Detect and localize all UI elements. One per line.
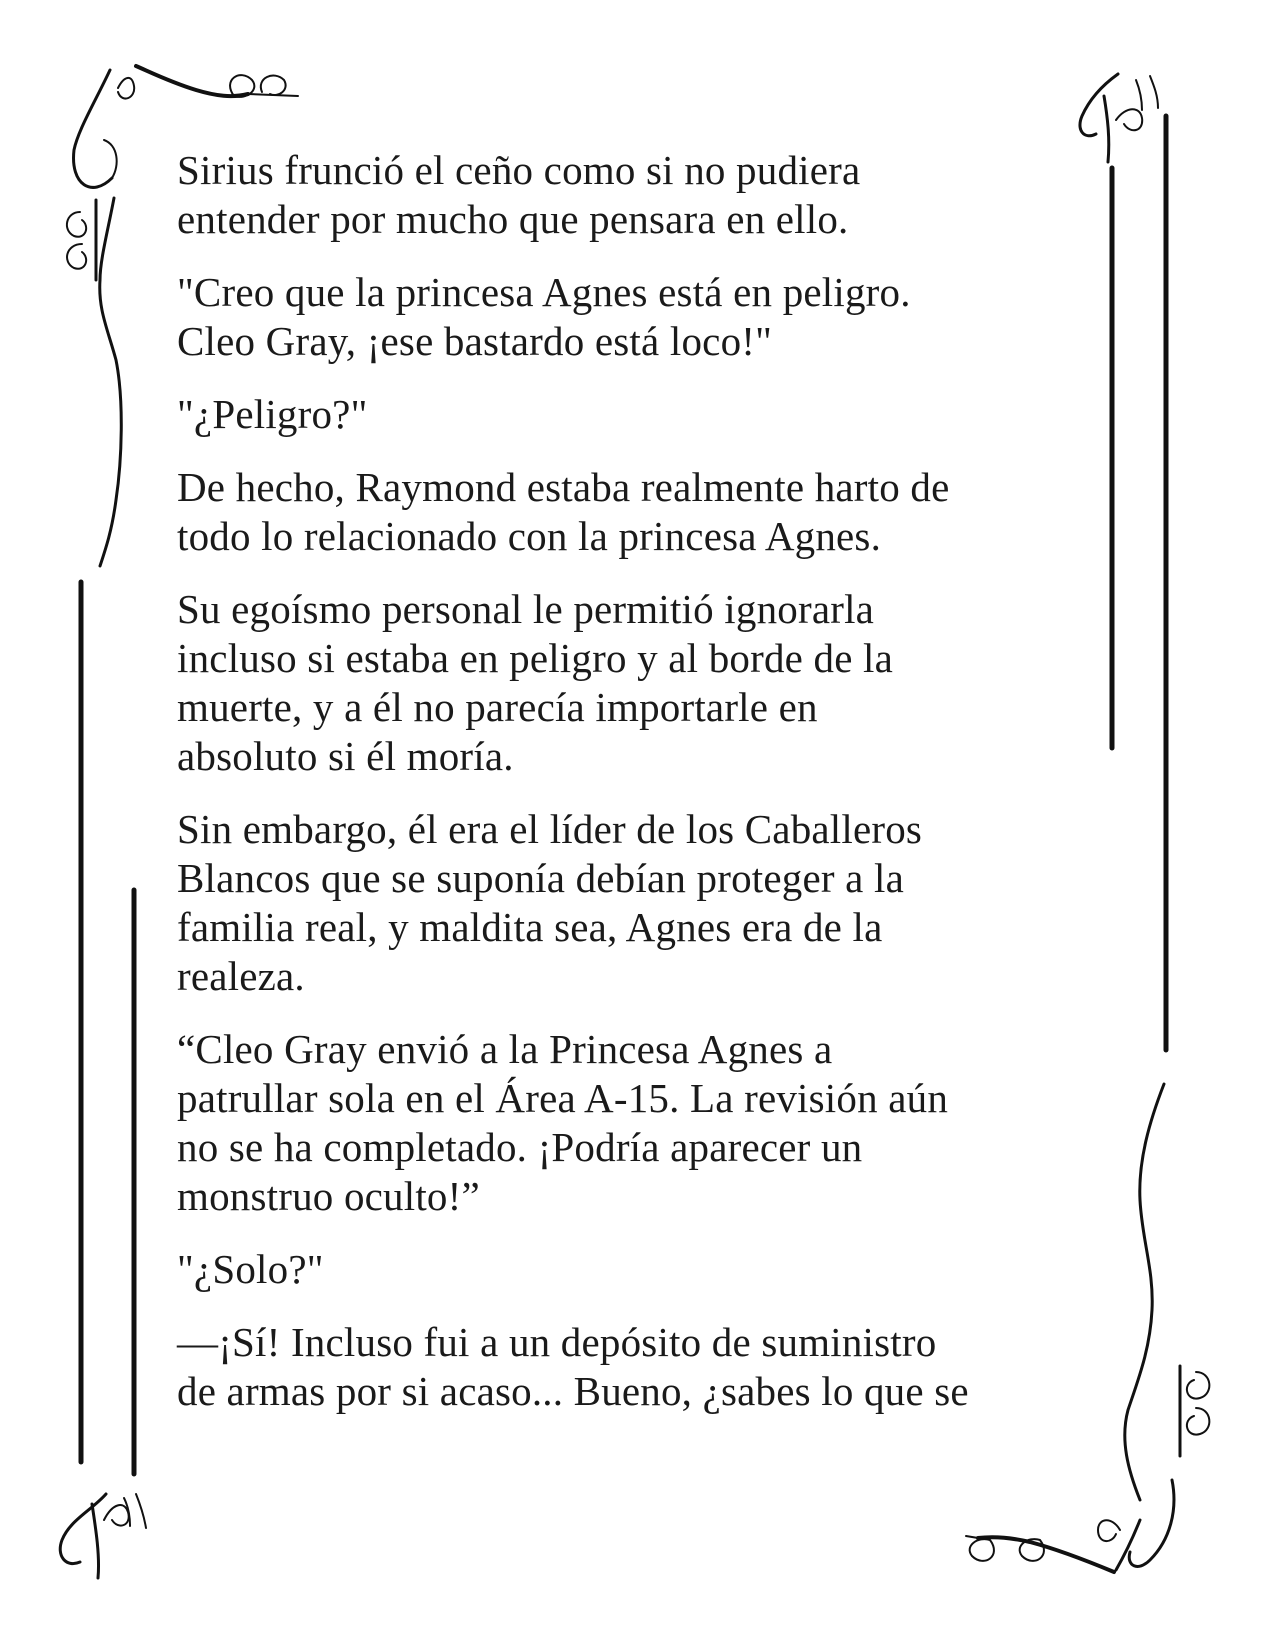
paragraph <box>177 146 1097 244</box>
text-line: "¿Solo?" <box>177 1246 324 1292</box>
text-line: De hecho, Raymond estaba realmente harto de <box>177 464 950 510</box>
text-line: “Cleo Gray envió a la Princesa Agnes a <box>177 1026 833 1072</box>
text-line: de armas por si acaso... Bueno, ¿sabes lo que se <box>177 1368 969 1414</box>
paragraph <box>177 268 1097 366</box>
text-line: Blancos que se suponía debían proteger a la <box>177 855 905 901</box>
text-line: "Creo que la princesa Agnes está en peligro. <box>177 269 911 315</box>
text-line: entender por mucho que pensara en ello. <box>177 196 849 242</box>
text-line: Sirius frunció el ceño como si no pudiera <box>177 147 861 193</box>
paragraph <box>177 805 1097 1001</box>
text-line: Su egoísmo personal le permitió ignorarla <box>177 586 875 632</box>
paragraph <box>177 1318 1097 1416</box>
page-body <box>177 146 1097 1440</box>
paragraph <box>177 1245 1097 1294</box>
text-line: monstruo oculto!” <box>177 1173 480 1219</box>
paragraph <box>177 390 1097 439</box>
text-line: familia real, y maldita sea, Agnes era de la <box>177 904 883 950</box>
text-line: muerte, y a él no parecía importarle en <box>177 684 818 730</box>
text-line: incluso si estaba en peligro y al borde de la <box>177 635 894 681</box>
text-line: Sin embargo, él era el líder de los Caballeros <box>177 806 923 852</box>
text-line: patrullar sola en el Área A-15. La revisión aún <box>177 1075 949 1121</box>
paragraph <box>177 585 1097 781</box>
paragraph <box>177 1025 1097 1221</box>
text-line: todo lo relacionado con la princesa Agnes. <box>177 513 882 559</box>
text-line: absoluto si él moría. <box>177 733 514 779</box>
text-line: "¿Peligro?" <box>177 391 368 437</box>
text-line: —¡Sí! Incluso fui a un depósito de suministro <box>177 1319 937 1365</box>
paragraph <box>177 463 1097 561</box>
text-line: Cleo Gray, ¡ese bastardo está loco!" <box>177 318 773 364</box>
text-line: realeza. <box>177 953 305 999</box>
flourish-bottom-left <box>60 1494 146 1578</box>
text-line: no se ha completado. ¡Podría aparecer un <box>177 1124 863 1170</box>
